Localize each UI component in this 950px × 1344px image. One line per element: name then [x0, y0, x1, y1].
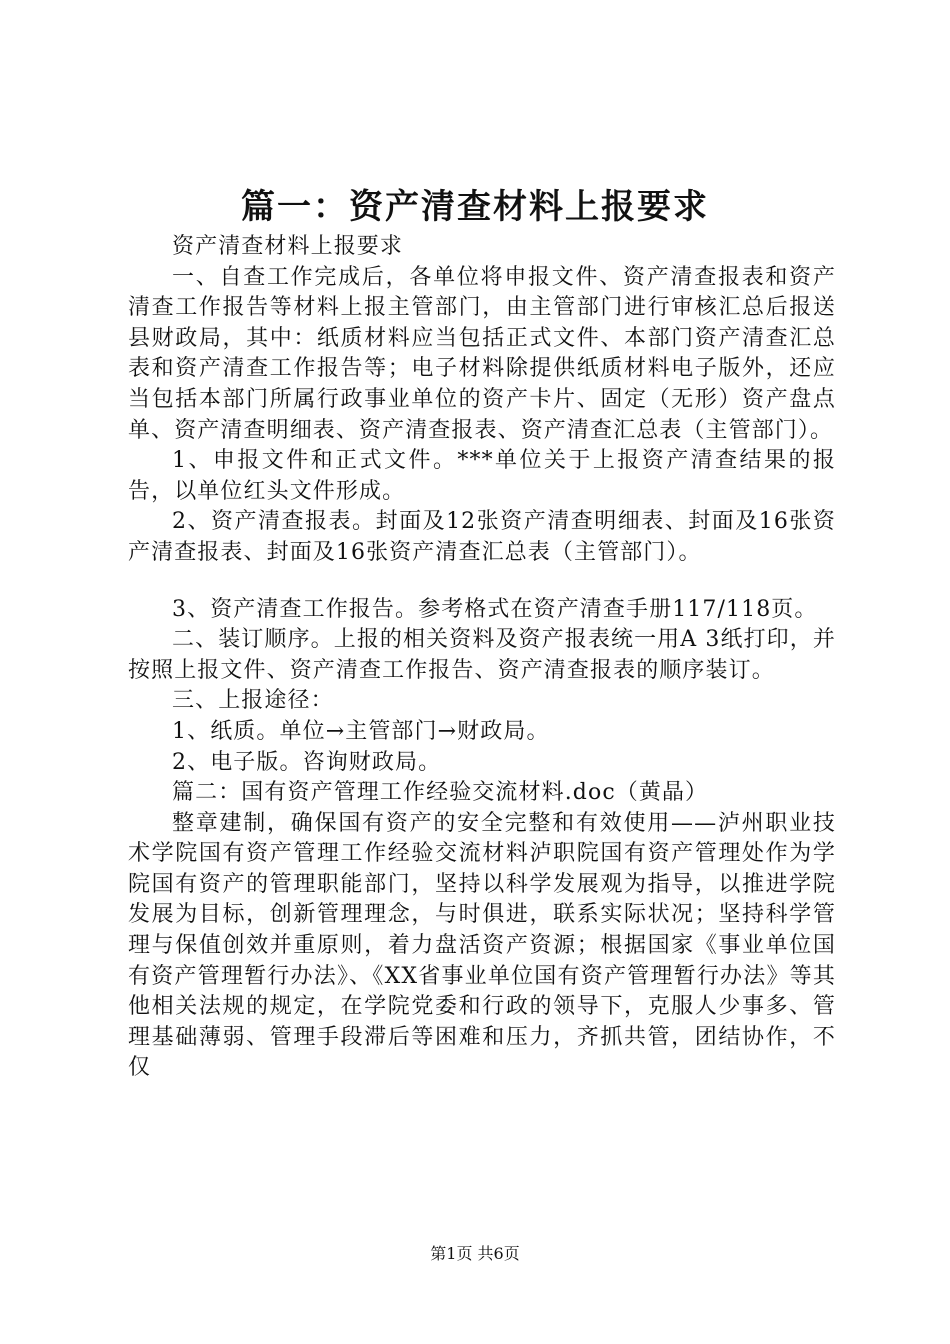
paragraph-route-electronic: 2、电子版。咨询财政局。	[172, 749, 442, 775]
document-body	[128, 232, 836, 1084]
paragraph-section-two: 二、装订顺序。上报的相关资料及资产报表统一用A 3纸打印，并按照上报文件、资产清查工作报告、资产清查报表的顺序装订。	[128, 627, 836, 683]
paragraph-subtitle: 资产清查材料上报要求	[172, 234, 404, 259]
paragraph-section-three: 三、上报途径：	[172, 688, 334, 714]
paragraph-item-3: 3、资产清查工作报告。参考格式在资产清查手册117/118页。	[172, 596, 818, 622]
paragraph-route-paper: 1、纸质。单位→主管部门→财政局。	[172, 718, 550, 744]
page-footer: 第1页 共6页	[430, 1244, 520, 1263]
document-title: 篇一：资产清查材料上报要求	[241, 187, 709, 227]
paragraph-article-two-title: 篇二：国有资产管理工作经验交流材料.doc（黄晶）	[172, 780, 709, 806]
paragraph-section-one: 一、自查工作完成后，各单位将申报文件、资产清查报表和资产清查工作报告等材料上报主管部门，由主管部门进行审核汇总后报送县财政局，其中：纸质材料应当包括正式文件、本部门资产清查汇总表和资产清查工作报告等；电子材料除提供纸质材料电子版外，还应当包括本部门所属行政事业单位的资产卡片、固定（无形）资产盘点单、资产清查明细表、资产清查报表、资产清查汇总表（主管部门）。	[128, 264, 836, 443]
paragraph-item-1: 1、申报文件和正式文件。***单位关于上报资产清查结果的报告，以单位红头文件形成。	[128, 448, 836, 504]
paragraph-item-2: 2、资产清查报表。封面及12张资产清查明细表、封面及16张资产清查报表、封面及16张资产清查汇总表（主管部门）。	[128, 509, 836, 565]
paragraph-article-two-body: 整章建制，确保国有资产的安全完整和有效使用——泸州职业技术学院国有资产管理工作经验交流材料泸职院国有资产管理处作为学院国有资产的管理职能部门，坚持以科学发展观为指导，以推进学院发展为目标，创新管理理念，与时俱进，联系实际状况；坚持科学管理与保值创效并重原则，着力盘活资产资源；根据国家《事业单位国有资产管理暂行办法》、《XX省事业单位国有资产管理暂行办法》等其他相关法规的规定，在学院党委和行政的领导下，克服人少事多、管理基础薄弱、管理手段滞后等困难和压力，齐抓共管，团结协作，不仅	[128, 810, 836, 1081]
